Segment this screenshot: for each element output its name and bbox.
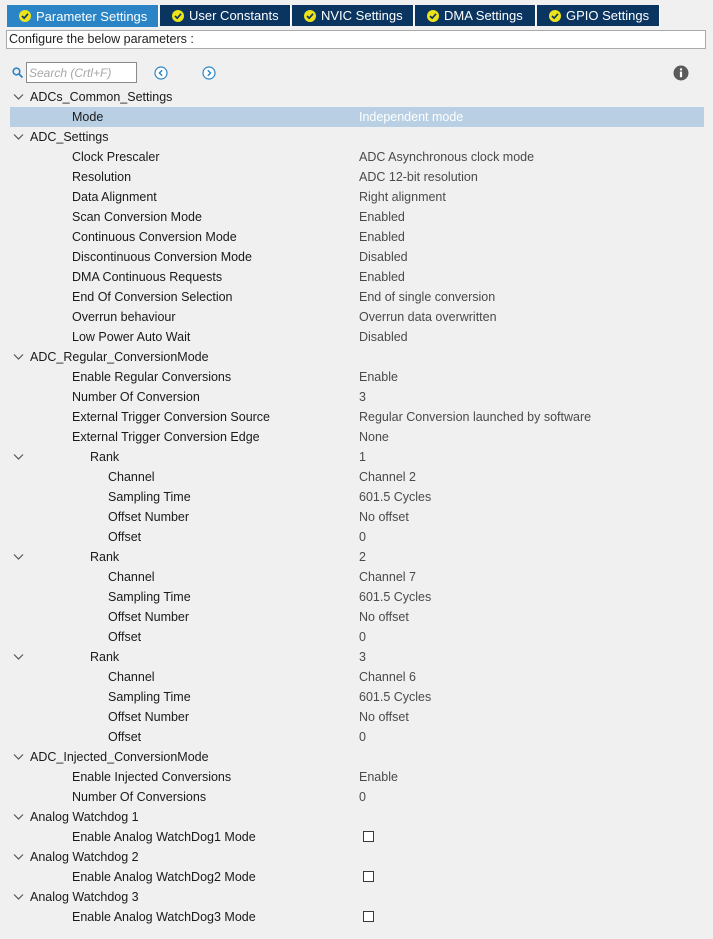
param-row-scan-conversion-mode[interactable] (10, 207, 704, 227)
param-row-enable-watchdog2[interactable] (10, 867, 704, 887)
param-value[interactable]: End of single conversion (359, 290, 496, 304)
param-row-mode[interactable] (10, 107, 704, 127)
param-value[interactable]: No offset (359, 510, 409, 524)
group-title: Analog Watchdog 2 (30, 850, 139, 864)
next-icon[interactable] (202, 66, 216, 80)
group-adc-settings[interactable] (10, 127, 704, 147)
tab-gpio-settings[interactable] (537, 5, 660, 26)
param-row-number-of-conversions[interactable] (10, 787, 704, 807)
param-row-enable-watchdog3[interactable] (10, 907, 704, 927)
param-label: External Trigger Conversion Source (72, 410, 271, 424)
param-row-end-of-conversion-selection[interactable] (10, 287, 704, 307)
check-icon (19, 10, 31, 22)
group-rank-1[interactable] (10, 447, 704, 467)
group-title: Analog Watchdog 1 (30, 810, 139, 824)
param-value[interactable]: ADC 12-bit resolution (359, 170, 478, 184)
param-row-offset[interactable] (10, 727, 704, 747)
param-row-overrun-behaviour[interactable] (10, 307, 704, 327)
group-adcs-common-settings[interactable] (10, 87, 704, 107)
search-input[interactable] (26, 62, 137, 83)
chevron-down-icon[interactable] (13, 353, 24, 361)
param-value[interactable]: None (359, 430, 389, 444)
param-row-dma-continuous-requests[interactable] (10, 267, 704, 287)
check-icon (304, 10, 316, 22)
param-label: Continuous Conversion Mode (72, 230, 237, 244)
group-title: ADC_Regular_ConversionMode (30, 350, 209, 364)
tab-label: NVIC Settings (321, 8, 403, 23)
param-value[interactable]: Channel 7 (359, 570, 416, 584)
param-row-channel[interactable] (10, 567, 704, 587)
watchdog2-checkbox[interactable] (363, 871, 374, 882)
group-adc-injected-conversionmode[interactable] (10, 747, 704, 767)
group-title: Analog Watchdog 3 (30, 890, 139, 904)
param-row-enable-regular-conversions[interactable] (10, 367, 704, 387)
param-label: Resolution (72, 170, 132, 184)
param-row-continuous-conversion-mode[interactable] (10, 227, 704, 247)
param-label: Enable Analog WatchDog1 Mode (72, 830, 256, 844)
param-label: Enable Analog WatchDog2 Mode (72, 870, 256, 884)
chevron-down-icon[interactable] (13, 753, 24, 761)
tab-dma-settings[interactable] (415, 5, 536, 26)
param-value[interactable]: Regular Conversion launched by software (359, 410, 592, 424)
param-value[interactable]: Disabled (359, 330, 408, 344)
chevron-down-icon[interactable] (13, 553, 24, 561)
group-analog-watchdog-3[interactable] (10, 887, 704, 907)
param-value[interactable]: Channel 6 (359, 670, 416, 684)
group-adc-regular-conversionmode[interactable] (10, 347, 704, 367)
param-label: Number Of Conversion (72, 390, 200, 404)
param-value[interactable]: Enabled (359, 230, 405, 244)
tab-bar (0, 0, 713, 28)
param-value[interactable]: Enable (359, 770, 398, 784)
param-label: Offset Number (108, 510, 190, 524)
param-label: Offset Number (108, 710, 190, 724)
param-value[interactable]: No offset (359, 610, 409, 624)
group-title: ADCs_Common_Settings (30, 90, 173, 104)
group-rank-2[interactable] (10, 547, 704, 567)
chevron-down-icon[interactable] (13, 813, 24, 821)
search-icon (12, 67, 24, 79)
chevron-down-icon[interactable] (13, 133, 24, 141)
param-value[interactable]: Channel 2 (359, 470, 416, 484)
param-row-offset[interactable] (10, 527, 704, 547)
watchdog1-checkbox[interactable] (363, 831, 374, 842)
group-rank-3[interactable] (10, 647, 704, 667)
param-row-number-of-conversion[interactable] (10, 387, 704, 407)
param-row-data-alignment[interactable] (10, 187, 704, 207)
group-analog-watchdog-1[interactable] (10, 807, 704, 827)
param-row-external-trigger-source[interactable] (10, 407, 704, 427)
group-analog-watchdog-2[interactable] (10, 847, 704, 867)
param-label: Data Alignment (72, 190, 157, 204)
check-icon (549, 10, 561, 22)
tab-label: Parameter Settings (36, 8, 148, 24)
param-label: Enable Regular Conversions (72, 370, 232, 384)
param-label: Channel (108, 670, 155, 684)
param-label: Channel (108, 470, 155, 484)
param-row-channel[interactable] (10, 467, 704, 487)
param-label: Discontinuous Conversion Mode (72, 250, 252, 264)
param-row-sampling-time[interactable] (10, 587, 704, 607)
check-icon (427, 10, 439, 22)
param-label: Enable Injected Conversions (72, 770, 232, 784)
param-row-sampling-time[interactable] (10, 487, 704, 507)
param-row-clock-prescaler[interactable] (10, 147, 704, 167)
param-value[interactable]: 601.5 Cycles (359, 690, 432, 704)
configure-label: Configure the below parameters : (6, 30, 706, 49)
param-label: Scan Conversion Mode (72, 210, 202, 224)
param-label: External Trigger Conversion Edge (72, 430, 260, 444)
param-value[interactable]: 1 (359, 450, 366, 464)
check-icon (172, 10, 184, 22)
previous-icon[interactable] (154, 66, 168, 80)
tab-label: DMA Settings (444, 8, 523, 23)
param-label: Offset Number (108, 610, 190, 624)
group-title: ADC_Settings (30, 130, 109, 144)
chevron-down-icon[interactable] (13, 453, 24, 461)
param-value[interactable]: 3 (359, 650, 366, 664)
chevron-down-icon[interactable] (13, 853, 24, 861)
param-label: Offset (108, 730, 142, 744)
param-label: Channel (108, 570, 155, 584)
chevron-down-icon[interactable] (13, 893, 24, 901)
param-row-low-power-auto-wait[interactable] (10, 327, 704, 347)
param-label: Number Of Conversions (72, 790, 207, 804)
param-value[interactable]: Enabled (359, 270, 405, 284)
param-value[interactable]: 0 (359, 530, 366, 544)
group-title: ADC_Injected_ConversionMode (30, 750, 209, 764)
param-value[interactable]: 3 (359, 390, 366, 404)
param-value[interactable]: Disabled (359, 250, 408, 264)
param-row-offset[interactable] (10, 627, 704, 647)
param-label: DMA Continuous Requests (72, 270, 223, 284)
param-label: Rank (90, 650, 120, 664)
info-icon[interactable] (673, 65, 689, 81)
param-label: End Of Conversion Selection (72, 290, 233, 304)
param-row-discontinuous-conversion-mode[interactable] (10, 247, 704, 267)
param-value[interactable]: Enabled (359, 210, 405, 224)
param-value[interactable]: Independent mode (359, 110, 464, 124)
watchdog3-checkbox[interactable] (363, 911, 374, 922)
param-row-offset-number[interactable] (10, 707, 704, 727)
param-value[interactable]: Right alignment (359, 190, 446, 204)
param-row-enable-injected-conversions[interactable] (10, 767, 704, 787)
chevron-down-icon[interactable] (13, 93, 24, 101)
param-row-offset-number[interactable] (10, 507, 704, 527)
param-label: Clock Prescaler (72, 150, 160, 164)
tab-user-constants[interactable] (160, 5, 291, 26)
param-label: Rank (90, 550, 120, 564)
param-value[interactable]: No offset (359, 710, 409, 724)
chevron-down-icon[interactable] (13, 653, 24, 661)
param-value[interactable]: ADC Asynchronous clock mode (359, 150, 535, 164)
tab-nvic-settings[interactable] (292, 5, 414, 26)
param-label: Rank (90, 450, 120, 464)
param-label: Low Power Auto Wait (72, 330, 191, 344)
tab-label: User Constants (189, 8, 279, 23)
param-value[interactable]: 0 (359, 790, 366, 804)
param-value[interactable]: 601.5 Cycles (359, 590, 432, 604)
param-row-resolution[interactable] (10, 167, 704, 187)
param-row-offset-number[interactable] (10, 607, 704, 627)
tab-parameter-settings[interactable] (7, 5, 159, 27)
param-row-enable-watchdog1[interactable] (10, 827, 704, 847)
param-value[interactable]: 0 (359, 730, 366, 744)
param-value[interactable]: Enable (359, 370, 398, 384)
param-label: Offset (108, 630, 142, 644)
param-value[interactable]: 0 (359, 630, 366, 644)
param-row-external-trigger-edge[interactable] (10, 427, 704, 447)
param-value[interactable]: 2 (359, 550, 366, 564)
param-value[interactable]: Overrun data overwritten (359, 310, 497, 324)
param-label: Offset (108, 530, 142, 544)
param-label: Sampling Time (108, 590, 191, 604)
param-label: Mode (72, 110, 104, 124)
param-label: Sampling Time (108, 490, 191, 504)
param-label: Enable Analog WatchDog3 Mode (72, 910, 256, 924)
param-label: Sampling Time (108, 690, 191, 704)
tab-label: GPIO Settings (566, 8, 650, 23)
param-row-sampling-time[interactable] (10, 687, 704, 707)
param-row-channel[interactable] (10, 667, 704, 687)
param-label: Overrun behaviour (72, 310, 176, 324)
param-value[interactable]: 601.5 Cycles (359, 490, 432, 504)
